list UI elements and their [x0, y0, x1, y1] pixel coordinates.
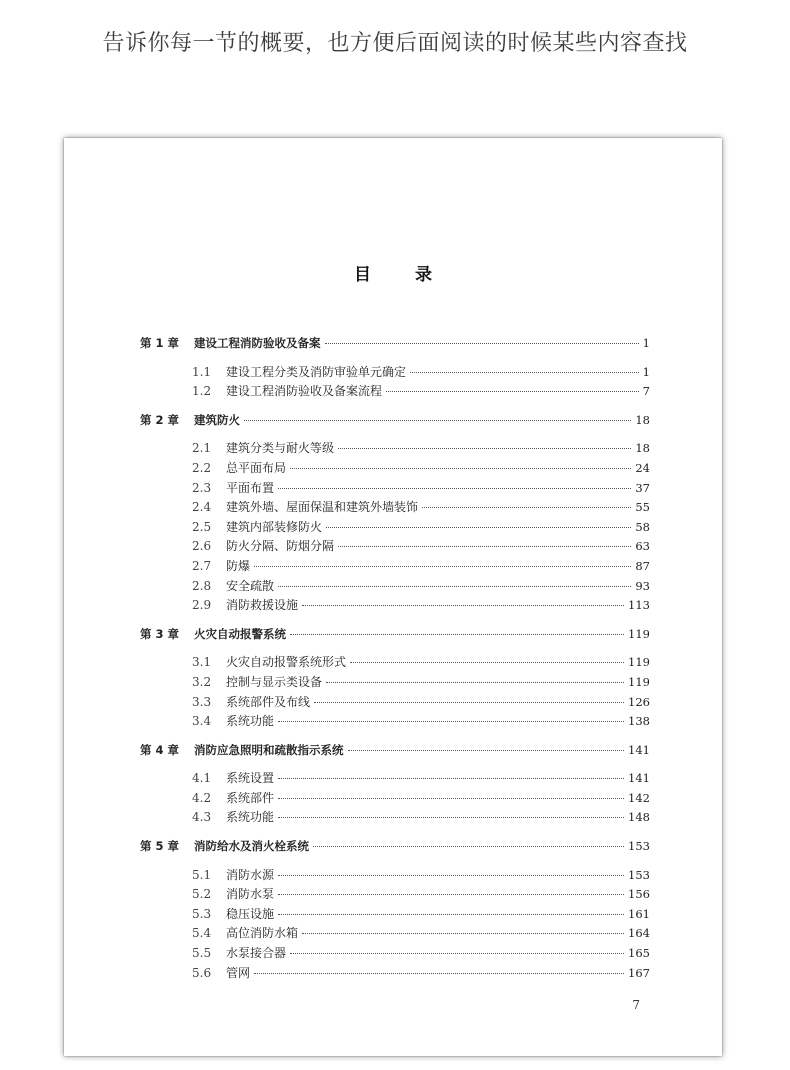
section-page: 55 — [635, 500, 650, 515]
section-page: 24 — [635, 460, 650, 475]
section-title: 系统设置 — [226, 771, 275, 786]
toc-section-row — [140, 557, 650, 577]
section-page: 167 — [628, 965, 650, 980]
chapter-number: 第 3 章 — [140, 626, 180, 641]
section-number: 5.4 — [192, 926, 212, 941]
leader-dots — [348, 750, 625, 751]
section-number: 5.3 — [192, 906, 212, 921]
section-number: 5.2 — [192, 887, 212, 902]
section-number: 3.2 — [192, 674, 212, 689]
section-page: 58 — [635, 519, 650, 534]
leader-dots — [254, 566, 631, 567]
leader-dots — [422, 507, 631, 508]
section-number: 1.1 — [192, 364, 212, 379]
toc-section-row — [140, 885, 650, 905]
section-page: 7 — [642, 384, 650, 399]
chapter-number: 第 4 章 — [140, 742, 180, 757]
leader-dots — [278, 586, 631, 587]
section-title: 建筑分类与耐火等级 — [226, 441, 335, 456]
section-title: 建筑内部装修防火 — [226, 519, 323, 534]
chapter-number: 第 2 章 — [140, 412, 180, 427]
section-title: 安全疏散 — [226, 578, 275, 593]
leader-dots — [314, 702, 624, 703]
toc-section-row — [140, 924, 650, 944]
toc-section-row — [140, 479, 650, 499]
section-number: 1.2 — [192, 384, 212, 399]
section-page: 138 — [628, 714, 650, 729]
section-title: 建筑外墙、屋面保温和建筑外墙装饰 — [226, 500, 419, 515]
leader-dots — [290, 468, 631, 469]
leader-dots — [325, 343, 639, 344]
banner-caption: 告诉你每一节的概要，也方便后面阅读的时候某些内容查找 — [102, 31, 688, 56]
leader-dots — [278, 914, 624, 915]
leader-dots — [244, 420, 631, 421]
section-number: 2.2 — [192, 460, 212, 475]
chapter-page: 18 — [635, 412, 650, 427]
toc-section-row — [140, 944, 650, 964]
toc-section-row — [140, 808, 650, 828]
section-title: 消防水泵 — [226, 887, 275, 902]
section-page: 164 — [628, 926, 650, 941]
chapter-number: 第 1 章 — [140, 336, 180, 350]
toc-title-right: 录 — [415, 265, 432, 285]
chapter-page: 1 — [642, 336, 650, 350]
chapter-title: 消防给水及消火栓系统 — [194, 839, 309, 854]
leader-dots — [278, 798, 624, 799]
section-number: 2.7 — [192, 558, 212, 573]
section-page: 153 — [628, 867, 650, 882]
section-number: 2.1 — [192, 441, 212, 456]
section-number: 2.8 — [192, 578, 212, 593]
table-of-contents — [140, 334, 650, 983]
section-title: 消防水源 — [226, 867, 275, 882]
leader-dots — [313, 846, 624, 847]
leader-dots — [278, 875, 624, 876]
leader-dots — [302, 605, 624, 606]
chapter-page: 141 — [628, 742, 650, 757]
toc-section-row — [140, 439, 650, 459]
section-page: 87 — [635, 558, 650, 573]
chapter-title: 火灾自动报警系统 — [194, 626, 286, 641]
toc-section-row — [140, 518, 650, 538]
section-number: 2.9 — [192, 598, 212, 613]
toc-section-row — [140, 866, 650, 886]
chapter-number: 第 5 章 — [140, 839, 180, 854]
toc-section-row — [140, 693, 650, 713]
leader-dots — [302, 933, 624, 934]
section-number: 4.2 — [192, 790, 212, 805]
toc-section-row — [140, 382, 650, 402]
toc-section-row — [140, 537, 650, 557]
section-number: 5.1 — [192, 867, 212, 882]
section-page: 148 — [628, 810, 650, 825]
section-page: 119 — [628, 674, 650, 689]
leader-dots — [254, 973, 624, 974]
section-number: 5.5 — [192, 946, 212, 961]
leader-dots — [278, 488, 631, 489]
leader-dots — [326, 682, 624, 683]
leader-dots — [410, 372, 639, 373]
toc-section-row — [140, 577, 650, 597]
section-number: 4.3 — [192, 810, 212, 825]
section-page: 126 — [628, 694, 650, 709]
section-page: 18 — [635, 441, 650, 456]
section-title: 防火分隔、防烟分隔 — [226, 539, 335, 554]
section-number: 2.6 — [192, 539, 212, 554]
section-title: 水泵接合器 — [226, 946, 287, 961]
section-page: 156 — [628, 887, 650, 902]
toc-section-row — [140, 789, 650, 809]
leader-dots — [386, 391, 639, 392]
section-number: 3.4 — [192, 714, 212, 729]
toc-section-row — [140, 498, 650, 518]
toc-chapter-row — [140, 625, 650, 645]
section-page: 119 — [628, 655, 650, 670]
section-title: 高位消防水箱 — [226, 926, 299, 941]
section-title: 平面布置 — [226, 480, 275, 495]
toc-chapter-row — [140, 741, 650, 761]
leader-dots — [326, 527, 631, 528]
section-title: 防爆 — [226, 558, 251, 573]
chapter-title: 建设工程消防验收及备案 — [194, 336, 321, 350]
toc-title — [64, 260, 722, 285]
section-title: 总平面布局 — [226, 460, 287, 475]
section-title: 建设工程分类及消防审验单元确定 — [226, 364, 407, 379]
toc-section-row — [140, 363, 650, 383]
leader-dots — [278, 894, 624, 895]
section-title: 消防救援设施 — [226, 598, 299, 613]
section-title: 控制与显示类设备 — [226, 674, 323, 689]
book-page — [64, 138, 722, 1056]
section-title: 系统部件及布线 — [226, 694, 311, 709]
section-title: 系统功能 — [226, 810, 275, 825]
section-title: 系统部件 — [226, 790, 275, 805]
section-number: 2.5 — [192, 519, 212, 534]
section-number: 3.3 — [192, 694, 212, 709]
leader-dots — [290, 953, 624, 954]
section-page: 113 — [628, 598, 650, 613]
toc-title-left: 目 — [354, 265, 371, 285]
toc-section-row — [140, 905, 650, 925]
chapter-title: 建筑防火 — [194, 412, 240, 427]
section-page: 1 — [642, 364, 650, 379]
leader-dots — [290, 634, 624, 635]
page-number: 7 — [632, 998, 640, 1012]
toc-chapter-row — [140, 411, 650, 431]
section-title: 稳压设施 — [226, 906, 275, 921]
section-title: 系统功能 — [226, 714, 275, 729]
section-page: 165 — [628, 946, 650, 961]
leader-dots — [338, 546, 631, 547]
section-title: 管网 — [226, 965, 251, 980]
section-number: 4.1 — [192, 771, 212, 786]
section-number: 2.3 — [192, 480, 212, 495]
leader-dots — [278, 778, 624, 779]
toc-section-row — [140, 769, 650, 789]
leader-dots — [278, 817, 624, 818]
toc-section-row — [140, 459, 650, 479]
toc-section-row — [140, 673, 650, 693]
toc-section-row — [140, 596, 650, 616]
section-number: 5.6 — [192, 965, 212, 980]
toc-chapter-row — [140, 837, 650, 857]
leader-dots — [338, 448, 631, 449]
section-page: 142 — [628, 790, 650, 805]
chapter-page: 119 — [628, 626, 650, 641]
chapter-title: 消防应急照明和疏散指示系统 — [194, 742, 344, 757]
section-page: 37 — [635, 480, 650, 495]
chapter-page: 153 — [628, 839, 650, 854]
toc-chapter-row — [140, 334, 650, 354]
leader-dots — [278, 721, 624, 722]
toc-section-row — [140, 964, 650, 984]
leader-dots — [350, 662, 624, 663]
section-page: 93 — [635, 578, 650, 593]
section-title: 建设工程消防验收及备案流程 — [226, 384, 383, 399]
toc-section-row — [140, 712, 650, 732]
section-page: 63 — [635, 539, 650, 554]
section-page: 161 — [628, 906, 650, 921]
section-number: 2.4 — [192, 500, 212, 515]
toc-section-row — [140, 653, 650, 673]
section-title: 火灾自动报警系统形式 — [226, 655, 347, 670]
section-number: 3.1 — [192, 655, 212, 670]
section-page: 141 — [628, 771, 650, 786]
